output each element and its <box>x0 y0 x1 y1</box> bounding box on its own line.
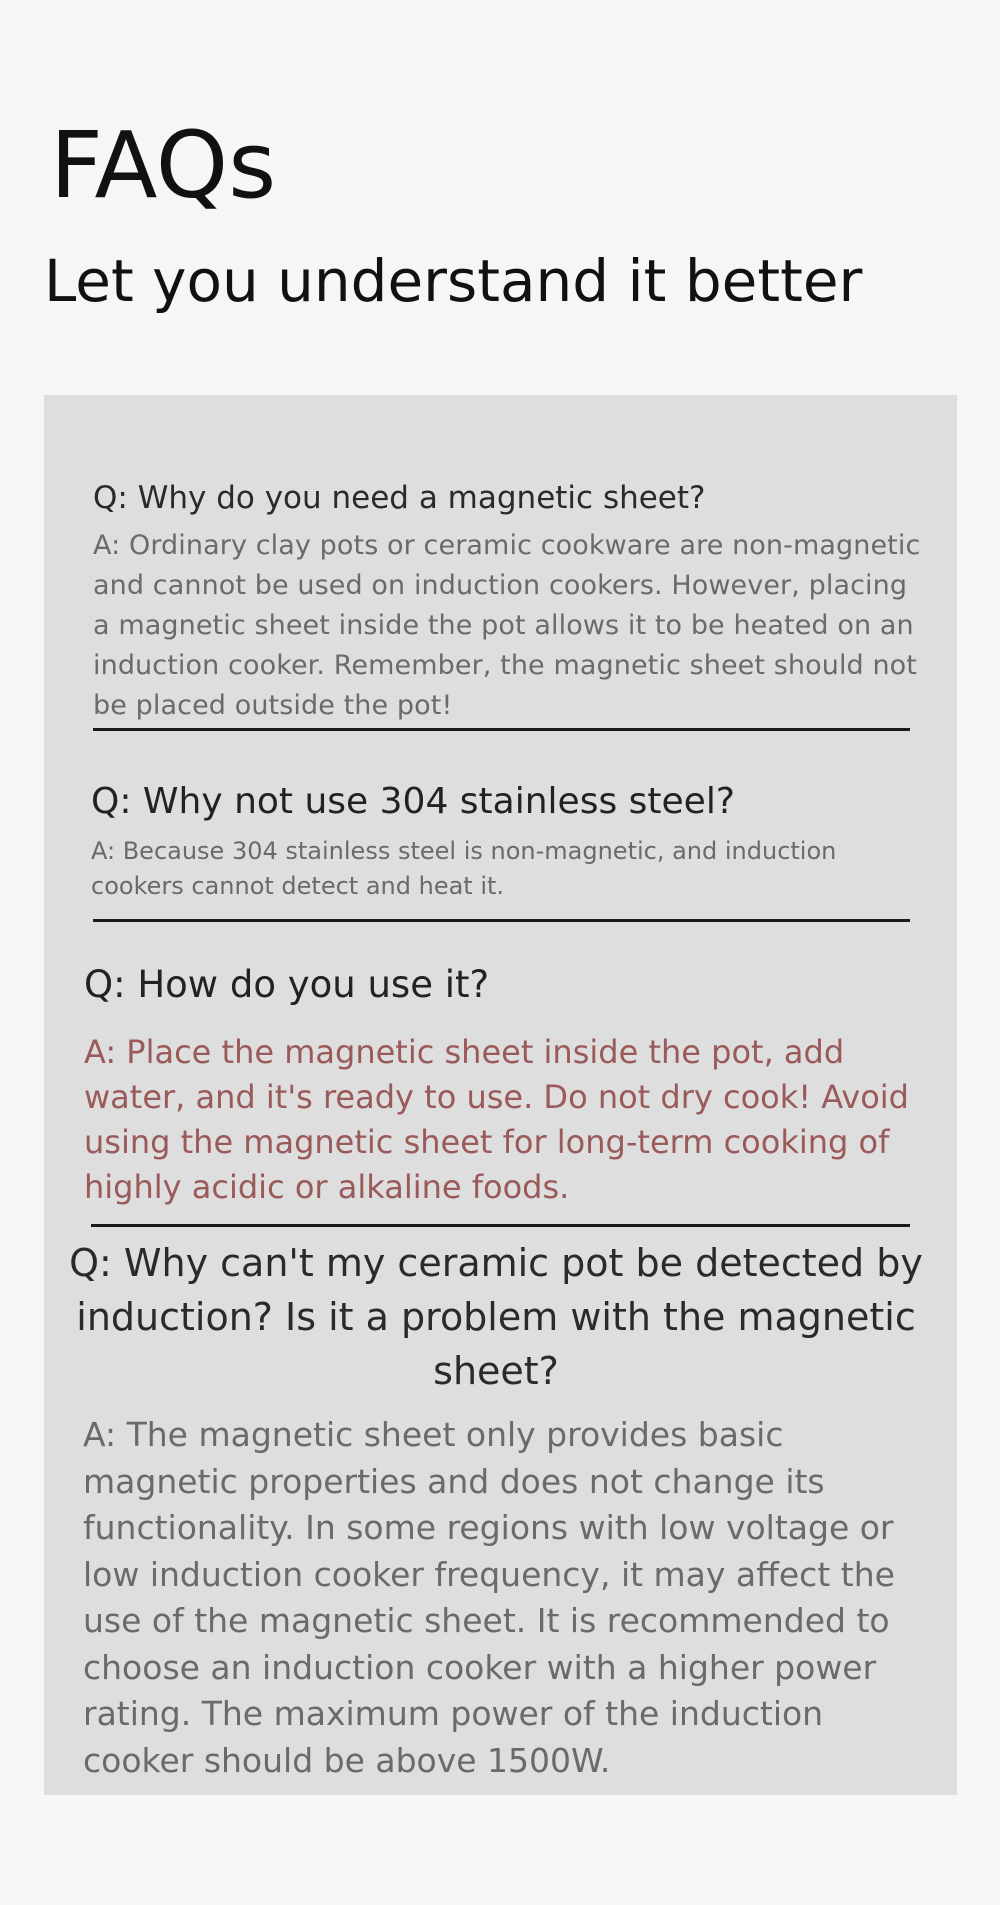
page-subtitle: Let you understand it better <box>44 247 863 315</box>
faq-question: Q: Why do you need a magnetic sheet? <box>93 480 706 516</box>
faq-divider <box>91 1224 910 1227</box>
page-title: FAQs <box>50 112 277 219</box>
faq-item <box>91 780 921 904</box>
faq-item <box>84 962 924 1210</box>
faq-question: Q: Why not use 304 stainless steel? <box>91 781 735 822</box>
faq-answer: A: Place the magnetic sheet inside the pot, add water, and it's ready to use. Do not dry cook! Avoid using the magnetic sheet for long-term cooking of highly acidic or alkaline foods. <box>84 1033 909 1206</box>
faq-answer: A: Ordinary clay pots or ceramic cookware are non-magnetic and cannot be used on induction cookers. However, placing a magnetic sheet inside the pot allows it to be heated on an induction cooker. Remember, the magnetic sheet should not be placed outside the pot! <box>93 530 921 721</box>
faq-divider <box>93 728 910 731</box>
faq-divider <box>93 919 910 922</box>
faq-item <box>93 478 923 726</box>
faq-question: Q: Why can't my ceramic pot be detected by induction? Is it a problem with the magnetic sheet? <box>69 1241 923 1393</box>
faq-answer: A: The magnetic sheet only provides basic magnetic properties and does not change its functionality. In some regions with low voltage or low induction cooker frequency, it may affect the use of the magnetic sheet. It is recommended to choose an induction cooker with a higher power rating. The maximum power of the induction cooker should be above 1500W. <box>83 1415 895 1780</box>
faq-question: Q: How do you use it? <box>84 963 490 1006</box>
faq-answer: A: Because 304 stainless steel is non-magnetic, and induction cookers cannot detect and heat it. <box>91 837 837 900</box>
faq-item <box>68 1236 924 1784</box>
